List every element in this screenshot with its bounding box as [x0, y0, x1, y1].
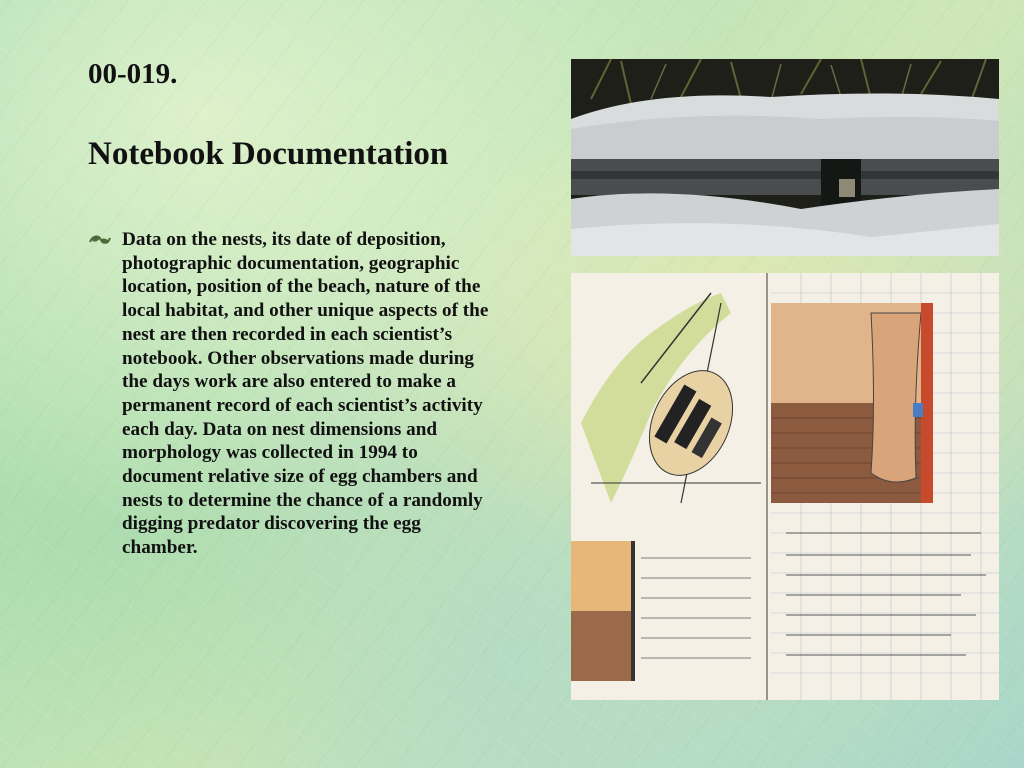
leaf-bullet-icon [88, 228, 122, 560]
slide-number: 00-019. [88, 58, 178, 90]
slide-title: Notebook Documentation [88, 136, 449, 172]
bullet-text: Data on the nests, its date of deposition, photographic documentation, geographic location, position of the beach, nature of the local habitat, and other unique aspects of the nest are then recorded in each scientist’s notebook. Other observations made during the days work are also entered to make a permanent record of each scientist’s activity each day. Data on nest dimensions and morphology was collected in 1994 to document relative size of egg chambers and nests to determine the chance of a randomly digging predator discovering the egg chamber. [122, 229, 489, 559]
notebook-sketch [571, 273, 999, 700]
bullet-item [88, 228, 493, 560]
trench-photo [571, 59, 999, 256]
